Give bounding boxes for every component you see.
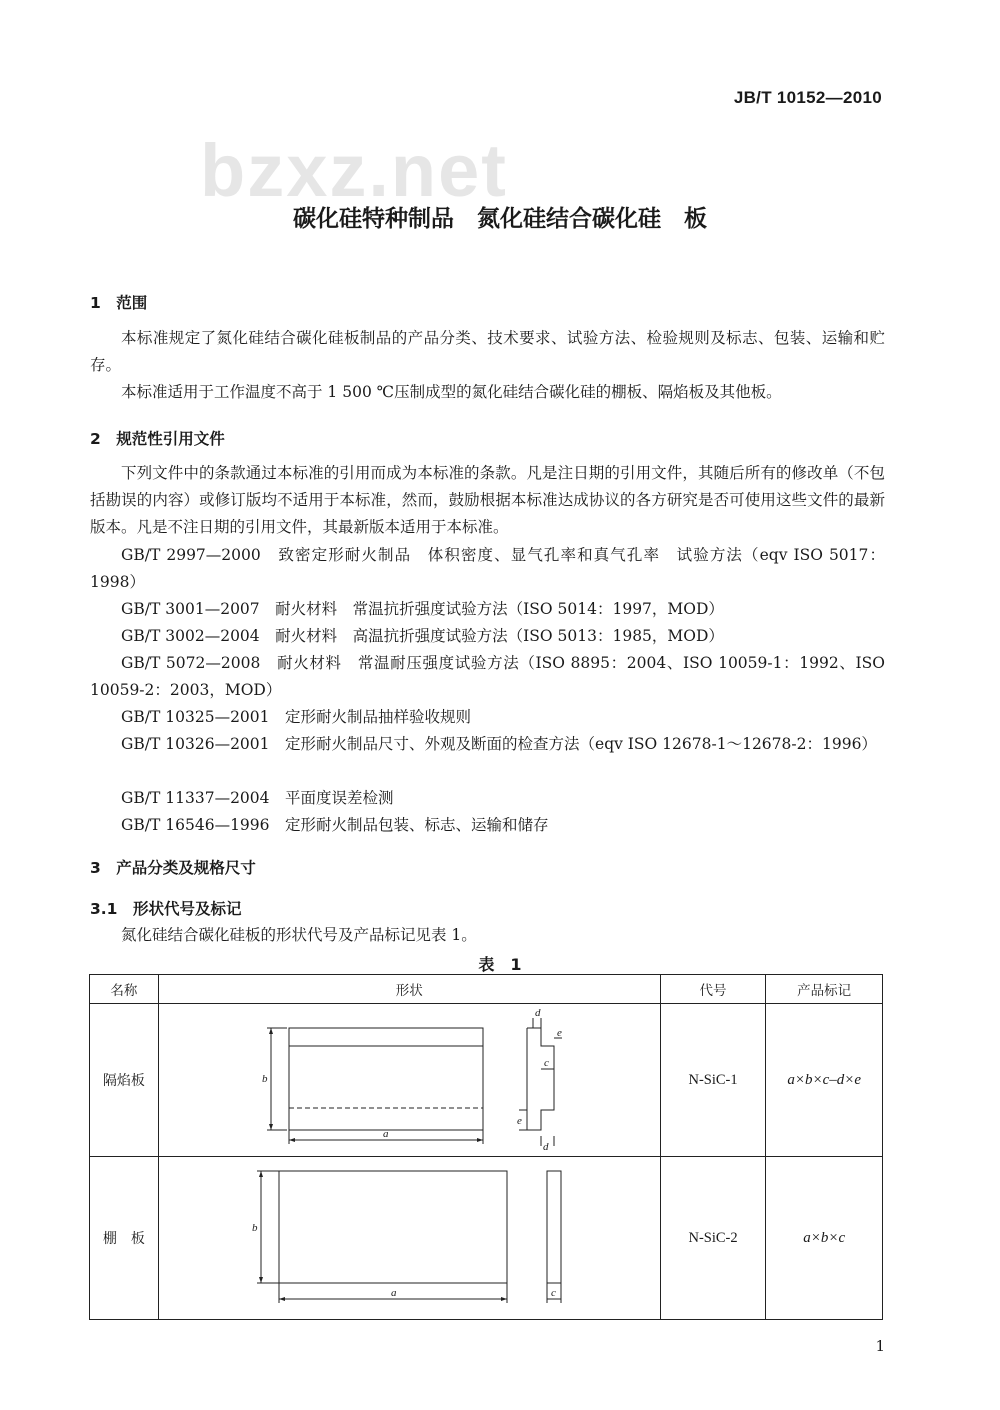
header-mark: 产品标记 [766,975,883,1004]
reference-item: GB/T 2997—2000 致密定形耐火制品 体积密度、显气孔率和真气孔率 试验方法（eqv ISO 5017：1998） [90,546,885,591]
watermark: bzxz.net [200,129,508,212]
header-code: 代号 [660,975,766,1004]
header-shape: 形状 [158,975,660,1004]
document-title: 碳化硅特种制品 氮化硅结合碳化硅 板 [293,206,707,232]
reference-item: GB/T 5072—2008 耐火材料 常温耐压强度试验方法（ISO 8895：2004、ISO 10059-1：1992、ISO 10059-2：2003，MOD） [90,654,885,699]
header-name: 名称 [90,975,159,1004]
section-3-heading: 3 产品分类及规格尺寸 [90,859,256,877]
row-mark: a×b×c [766,1157,883,1320]
page-number: 1 [875,1337,885,1355]
section-1-paragraph-2: 本标准适用于工作温度不高于 1 500 ℃压制成型的氮化硅结合碳化硅的棚板、隔焰板及其他板。 [121,383,782,401]
row-code: N-SiC-2 [660,1157,766,1320]
table-caption: 表 1 [478,955,522,974]
row-name: 棚 板 [90,1157,159,1320]
dim-label-b: b [252,1222,258,1234]
reference-item: GB/T 3001—2007 耐火材料 常温抗折强度试验方法（ISO 5014：1997，MOD） [121,600,724,618]
row-mark: a×b×c–d×e [766,1004,883,1157]
section-2-intro: 下列文件中的条款通过本标准的引用而成为本标准的条款。凡是注日期的引用文件，其随后所有的修改单（不包括勘误的内容）或修订版均不适用于本标准，然而，鼓励根据本标准达成协议的各方研究是否可使用这些文件的最新版本。凡是不注日期的引用文件，其最新版本适用于本标准。 [90,464,885,536]
table-header-row [90,975,883,1004]
dim-label-b: b [262,1073,268,1085]
reference-item: GB/T 10325—2001 定形耐火制品抽样验收规则 [121,708,472,726]
standard-number: JB/T 10152—2010 [733,88,882,107]
dim-label-d-top: d [535,1007,541,1019]
table-row [90,1004,883,1157]
row-name: 隔焰板 [90,1004,159,1157]
shelf-plate-diagram [159,1157,659,1315]
shape-table [89,974,883,1320]
dim-label-e-bottom: e [517,1115,523,1127]
reference-item: GB/T 16546—1996 定形耐火制品包装、标志、运输和储存 [121,816,549,834]
reference-item: GB/T 10326—2001 定形耐火制品尺寸、外观及断面的检查方法（eqv ISO 12678-1～12678-2：1996） [121,735,877,753]
reference-item: GB/T 3002—2004 耐火材料 高温抗折强度试验方法（ISO 5013：1985，MOD） [121,627,724,645]
table-row [90,1157,883,1320]
baffle-plate-diagram [159,1004,659,1152]
dim-label-e-top: e [557,1027,563,1039]
reference-item: GB/T 11337—2004 平面度误差检测 [121,789,394,807]
dim-label-c: c [551,1287,557,1299]
row-code: N-SiC-1 [660,1004,766,1157]
section-2-heading: 2 规范性引用文件 [90,430,225,448]
dim-label-a: a [383,1128,389,1140]
shape-diagram-cell [158,1004,660,1157]
section-3-1-heading: 3.1 形状代号及标记 [90,900,242,918]
section-3-1-text: 氮化硅结合碳化硅板的形状代号及产品标记见表 1。 [121,926,477,944]
section-1-paragraph-1: 本标准规定了氮化硅结合碳化硅板制品的产品分类、技术要求、试验方法、检验规则及标志、包装、运输和贮存。 [90,329,885,374]
dim-label-a: a [391,1287,397,1299]
shape-diagram-cell [158,1157,660,1320]
dim-label-c: c [544,1057,550,1069]
section-1-heading: 1 范围 [90,294,148,312]
dim-label-d-bottom: d [543,1141,549,1152]
